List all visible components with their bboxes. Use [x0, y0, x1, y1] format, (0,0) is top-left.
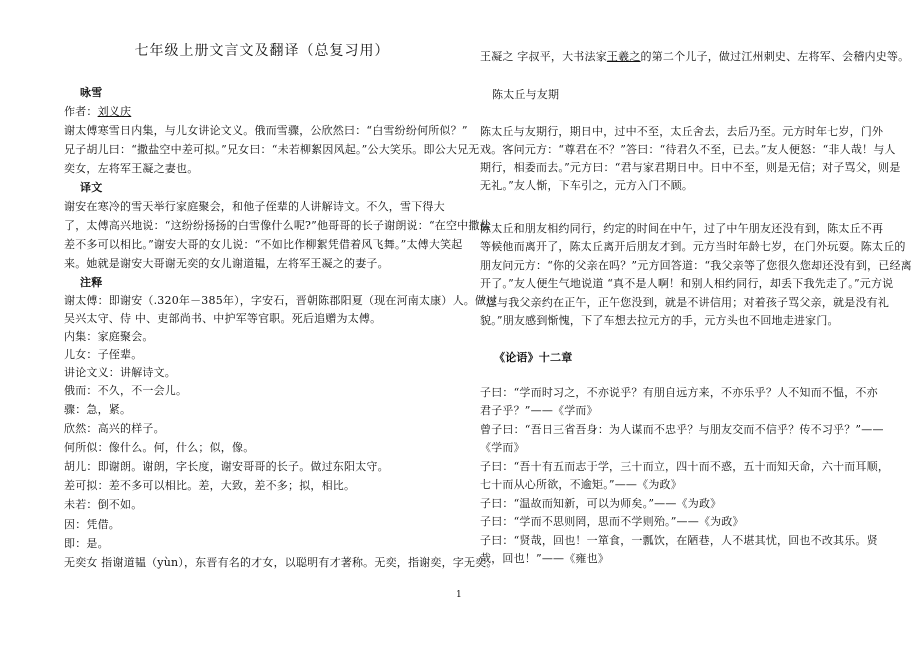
note-line: 胡儿：即谢朗。谢朗，字长度，谢安哥哥的长子。做过东阳太守。 — [64, 460, 389, 473]
translation-line: 来。她就是谢安大哥谢无奕的女儿谢道韫，左将军王凝之的妻子。 — [64, 257, 389, 270]
translation-line: 等候他而离开了，陈太丘离开后朋友才到。元方当时年龄七岁，在门外玩耍。陈太丘的 — [480, 240, 906, 253]
notes-heading: 注释 — [80, 276, 103, 289]
text-line: 无礼。”友人惭，下车引之，元方入门不顾。 — [480, 179, 694, 192]
page-number: 1 — [456, 590, 462, 600]
wang-ningzhi-note — [480, 50, 910, 64]
note-line: 欣然：高兴的样子。 — [64, 422, 165, 435]
note-line: 何所似：像什么。何，什么；似，像。 — [64, 441, 255, 454]
section-heading-yongxue: 咏雪 — [80, 86, 103, 99]
lunyu-line: 子曰：“学而时习之，不亦说乎？有朋自远方来，不亦乐乎？人不知而不愠，不亦 — [480, 386, 878, 399]
note-line: 无奕女 指谢道韫（yùn），东晋有名的才女，以聪明有才著称。无奕，指谢奕，字无奕。 — [64, 556, 498, 569]
translation-line: 陈太丘和朋友相约同行，约定的时间在中午，过了中午朋友还没有到，陈太丘不再 — [480, 222, 884, 235]
note-line: 俄而：不久，不一会儿。 — [64, 384, 188, 397]
text-line: 奕女，左将军王凝之妻也。 — [64, 162, 199, 175]
translation-line: 貌。”朋友感到惭愧，下了车想去拉元方的手，元方头也不回地走进家门。 — [480, 314, 839, 327]
note-line: 儿女：子侄辈。 — [64, 348, 143, 361]
translation-line: 了，太傅高兴地说：“这纷纷扬扬的白雪像什么呢?”他哥哥的长子谢朗说：“在空中撒盐 — [64, 219, 491, 232]
lunyu-line: 子曰：“吾十有五而志于学，三十而立，四十而不惑，五十而知天命，六十而耳顺， — [480, 460, 890, 473]
text-line: 兄子胡儿曰：“撒盐空中差可拟。”兄女曰：“未若柳絮因风起。”公大笑乐。即公大兄无 — [64, 143, 480, 156]
document-title: 七年级上册文言文及翻译（总复习用） — [134, 43, 390, 59]
translation-line: 谢安在寒冷的雪天举行家庭聚会，和他子侄辈的人讲解诗文。不久，雪下得大 — [64, 200, 445, 213]
note-line: 谢太傅：即谢安（.320年－385年），字安石，晋朝陈郡阳夏（现在河南太康）人。做过 — [64, 294, 498, 307]
text-line: 谢太傅寒雪日内集，与儿女讲论文义。俄而雪骤，公欣然曰：“白雪纷纷何所似？” — [64, 124, 468, 137]
lunyu-line: 哉，回也！”——《雍也》 — [480, 552, 610, 565]
translation-line: 朋友问元方：“你的父亲在吗？”元方回答道：“我父亲等了您很久您却还没有到，已经离 — [480, 259, 912, 272]
section-heading-lunyu: 《论语》十二章 — [494, 351, 573, 364]
note-line: 内集：家庭聚会。 — [64, 330, 154, 343]
note-text: 王凝之 字叔平，大书法家 — [480, 50, 607, 63]
lunyu-line: 子曰：“贤哉，回也！一箪食，一瓢饮，在陋巷，人不堪其忧，回也不改其乐。贤 — [480, 534, 878, 547]
note-line: 即：是。 — [64, 537, 109, 550]
note-line: 讲论文义：讲解诗文。 — [64, 366, 176, 379]
section-heading-chen-taiqiu: 陈太丘与友期 — [492, 88, 560, 101]
lunyu-line: 子曰：“温故而知新，可以为师矣。”——《为政》 — [480, 497, 722, 510]
translation-line: 差不多可以相比。”谢安大哥的女儿说：“不如比作柳絮凭借着风飞舞。”太傅大笑起 — [64, 238, 463, 251]
lunyu-line: 《学而》 — [480, 441, 525, 454]
author-name: 刘义庆 — [97, 105, 132, 118]
lunyu-line: 子曰：“学而不思则罔，思而不学则殆。”——《为政》 — [480, 515, 744, 528]
lunyu-line: 曾子曰：“吾日三省吾身：为人谋而不忠乎？与朋友交而不信乎？传不习乎？”—— — [480, 423, 884, 436]
note-line: 未若：倒不如。 — [64, 498, 143, 511]
note-line: 差可拟：差不多可以相比。差，大致，差不多；拟，相比。 — [64, 479, 356, 492]
note-line: 吴兴太守、侍 中、吏部尚书、中护军等官职。死后追赠为太傅。 — [64, 312, 382, 325]
text-line: 期行，相委而去。”元方曰：“君与家君期日中。日中不至，则是无信；对子骂父，则是 — [480, 161, 901, 174]
note-line: 因：凭借。 — [64, 518, 120, 531]
note-text: 的第二个儿子，做过江州刺史、左将军、会稽内史等。 — [640, 50, 910, 63]
wang-xizhi-link: 王羲之 — [606, 50, 641, 63]
author-label: 作者： — [64, 105, 98, 118]
translation-line: “您与我父亲约在正午，正午您没到，就是不讲信用；对着孩子骂父亲，就是没有礼 — [480, 296, 890, 309]
text-line: 陈太丘与友期行，期日中，过中不至，太丘舍去，去后乃至。元方时年七岁，门外 — [480, 125, 884, 138]
lunyu-line: 七十而从心所欲，不逾矩。”——《为政》 — [480, 478, 682, 491]
translation-line: 开了。”友人便生气地说道 “真不是人啊！和别人相约同行，却丢下我先走了。”元方说 — [480, 277, 894, 290]
text-line: 戏。客问元方：“尊君在不？”答曰：“待君久不至，已去。”友人便怒：“非人哉！与人 — [480, 143, 896, 156]
author-line — [64, 105, 460, 119]
lunyu-line: 君子乎？”——《学而》 — [480, 404, 598, 417]
note-line: 骤：急，紧。 — [64, 403, 132, 416]
translation-heading: 译文 — [80, 181, 103, 194]
